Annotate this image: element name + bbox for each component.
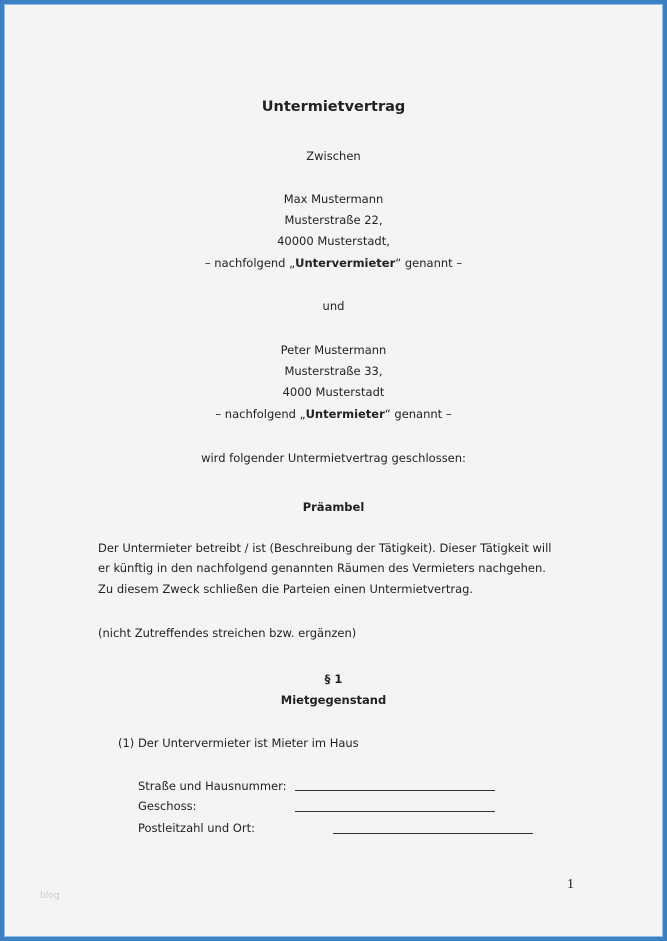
document-page xyxy=(4,4,663,937)
field-blank-floor xyxy=(295,801,495,812)
tenant-role xyxy=(0,407,667,421)
preamble-line: Zu diesem Zweck schließen die Parteien einen Untermietvertrag. xyxy=(98,582,474,596)
between-text: Zwischen xyxy=(306,149,361,163)
landlord-name: Max Mustermann xyxy=(283,192,384,206)
document-title: Untermietvertrag xyxy=(261,99,406,115)
field-label-street: Straße und Hausnummer: xyxy=(138,779,287,793)
role-prefix: – nachfolgend „ xyxy=(215,407,306,421)
concluded-text: wird folgender Untermietvertrag geschlossen: xyxy=(201,451,466,465)
role-prefix: – nachfolgend „ xyxy=(204,256,296,270)
role-term: Untervermieter xyxy=(295,256,396,270)
landlord-city: 40000 Musterstadt, xyxy=(277,234,390,248)
field-blank-street xyxy=(295,780,495,791)
section-number: § 1 xyxy=(324,672,343,686)
tenant-city: 4000 Musterstadt xyxy=(282,385,385,399)
role-suffix: “ genannt – xyxy=(395,256,463,270)
section-heading: Mietgegenstand xyxy=(280,693,387,707)
field-blank-postal xyxy=(333,823,533,834)
landlord-role xyxy=(0,256,667,270)
field-label-floor: Geschoss: xyxy=(138,799,197,813)
preamble-line: Der Untermieter betreibt / ist (Beschreibung der Tätigkeit). Dieser Tätigkeit will xyxy=(98,541,552,555)
preamble-heading: Präambel xyxy=(302,500,365,514)
section-clause: (1) Der Untervermieter ist Mieter im Haus xyxy=(118,736,359,750)
preamble-line: er künftig in den nachfolgend genannten Räumen des Vermieters nachgehen. xyxy=(98,561,546,575)
landlord-street: Musterstraße 22, xyxy=(284,213,383,227)
tenant-name: Peter Mustermann xyxy=(280,343,387,357)
and-text: und xyxy=(322,299,345,313)
tenant-street: Musterstraße 33, xyxy=(284,364,383,378)
role-term: Untermieter xyxy=(305,407,385,421)
role-suffix: “ genannt – xyxy=(384,407,452,421)
preamble-note: (nicht Zutreffendes streichen bzw. ergänzen) xyxy=(98,626,357,640)
watermark: blog xyxy=(40,891,60,901)
page-number: 1 xyxy=(567,877,574,892)
field-label-postal: Postleitzahl und Ort: xyxy=(138,821,255,835)
